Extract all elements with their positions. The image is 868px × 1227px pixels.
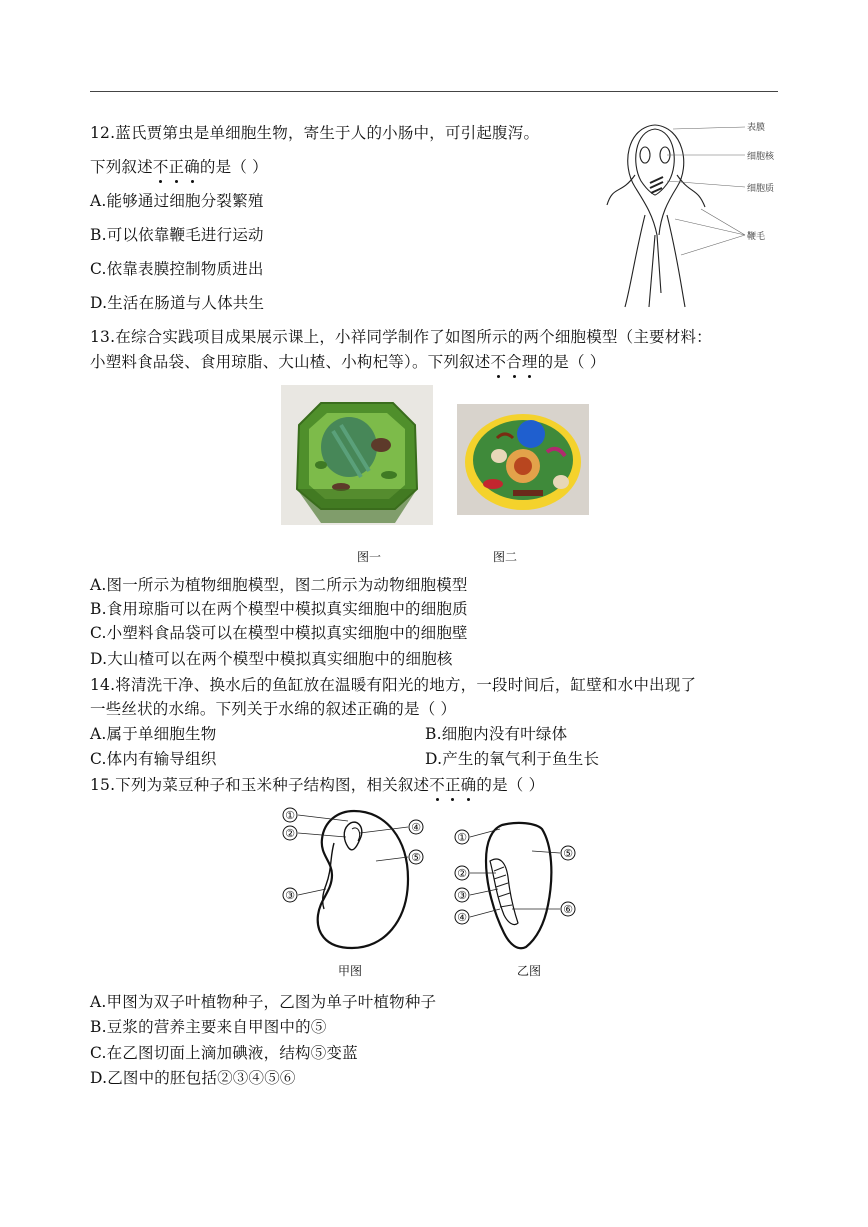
- q14-option-d[interactable]: D.产生的氧气利于鱼生长: [425, 750, 600, 768]
- q13-option-b[interactable]: B.食用琼脂可以在两个模型中模拟真实细胞中的细胞质: [90, 600, 468, 618]
- q12-option-b[interactable]: B.可以依靠鞭毛进行运动: [90, 226, 264, 244]
- q14-option-b[interactable]: B.细胞内没有叶绿体: [425, 725, 568, 743]
- q15-option-b[interactable]: B.豆浆的营养主要来自甲图中的⑤: [90, 1018, 327, 1036]
- emphasis-char: 合: [506, 350, 522, 372]
- q12-option-a[interactable]: A.能够通过细胞分裂繁殖: [90, 192, 264, 210]
- plant-cell-model-photo: [281, 385, 433, 525]
- q15-option-c[interactable]: C.在乙图切面上滴加碘液，结构⑤变蓝: [90, 1044, 358, 1062]
- giardia-label-cytoplasm: 细胞质: [747, 184, 775, 194]
- q15-caption-yi: 乙图: [517, 964, 542, 978]
- emphasis-char: 确: [461, 773, 477, 795]
- corn-seed-diagram: [448, 815, 588, 955]
- q13-option-a[interactable]: A.图一所示为植物细胞模型，图二所示为动物细胞模型: [90, 576, 468, 594]
- q12-emphasis: [153, 158, 200, 176]
- emphasis-char: 理: [522, 350, 538, 372]
- corn-label-2: ②: [457, 867, 467, 880]
- q14-stem-line1: 14.将清洗干净、换水后的鱼缸放在温暖有阳光的地方，一段时间后，缸壁和水中出现了: [90, 676, 697, 694]
- q13-stem-line2: 小塑料食品袋、食用琼脂、大山楂、小枸杞等）。下列叙述不合理的是（ ）: [90, 350, 606, 372]
- q15-caption-jia: 甲图: [338, 964, 363, 978]
- q14-stem-line2: 一些丝状的水绵。下列关于水绵的叙述正确的是（ ）: [90, 700, 457, 718]
- corn-label-6: ⑥: [563, 903, 573, 916]
- emphasis-char: 确: [184, 155, 200, 177]
- q12-stem-line1: 12.蓝氏贾第虫是单细胞生物，寄生于人的小肠中，可引起腹泻。: [90, 124, 540, 142]
- q15-stem: 15.下列为菜豆种子和玉米种子结构图，相关叙述不正确的是（ ）: [90, 773, 544, 795]
- bean-seed-diagram: [276, 803, 436, 953]
- emphasis-char: 不: [153, 155, 169, 177]
- giardia-label-membrane: 表膜: [747, 123, 766, 133]
- q15-option-d[interactable]: D.乙图中的胚包括②③④⑤⑥: [90, 1069, 296, 1087]
- q13-option-c[interactable]: C.小塑料食品袋可以在模型中模拟真实细胞中的细胞壁: [90, 624, 468, 642]
- bean-label-5: ⑤: [411, 851, 421, 864]
- animal-cell-model-photo: [457, 404, 589, 515]
- q13-caption-figure2: 图二: [493, 550, 518, 564]
- q13-option-d[interactable]: D.大山楂可以在两个模型中模拟真实细胞中的细胞核: [90, 650, 453, 668]
- q13-emphasis: [490, 353, 537, 371]
- bean-label-1: ①: [285, 809, 295, 822]
- q14-option-a[interactable]: A.属于单细胞生物: [90, 725, 217, 743]
- header-rule: [90, 91, 778, 92]
- q14-option-c[interactable]: C.体内有输导组织: [90, 750, 217, 768]
- giardia-diagram: [605, 115, 805, 311]
- q12-option-c[interactable]: C.依靠表膜控制物质进出: [90, 260, 264, 278]
- bean-label-2: ②: [285, 827, 295, 840]
- bean-label-4: ④: [411, 821, 421, 834]
- giardia-label-nucleus: 细胞核: [747, 152, 775, 162]
- q13-caption-figure1: 图一: [357, 550, 382, 564]
- q12-stem-line2: 下列叙述不正确的是（ ）: [90, 155, 268, 177]
- bean-label-3: ③: [285, 889, 295, 902]
- emphasis-char: 正: [169, 155, 185, 177]
- q13-stem-line1: 13.在综合实践项目成果展示课上，小祥同学制作了如图所示的两个细胞模型（主要材料：: [90, 328, 712, 346]
- q15-option-a[interactable]: A.甲图为双子叶植物种子，乙图为单子叶植物种子: [90, 993, 437, 1011]
- corn-label-4: ④: [457, 911, 467, 924]
- corn-label-5: ⑤: [563, 847, 573, 860]
- q12-option-d[interactable]: D.生活在肠道与人体共生: [90, 294, 265, 312]
- emphasis-char: 不: [490, 350, 506, 372]
- giardia-label-flagella: 鞭毛: [747, 232, 766, 242]
- emphasis-char: 不: [429, 773, 445, 795]
- corn-label-3: ③: [457, 889, 467, 902]
- corn-label-1: ①: [457, 831, 467, 844]
- emphasis-char: 正: [445, 773, 461, 795]
- q15-emphasis: [429, 776, 476, 794]
